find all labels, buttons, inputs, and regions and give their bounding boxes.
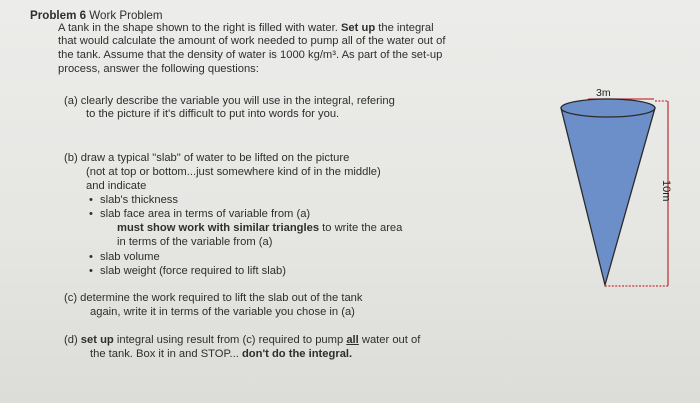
top-radius-label: 3m bbox=[596, 87, 611, 99]
part-b-bullet-face-area: • slab face area in terms of variable from (a) bbox=[100, 208, 310, 222]
part-b-bullet-thickness: • slab's thickness bbox=[100, 194, 178, 208]
part-c-line-1: (c) determine the work required to lift the slab out of the tank bbox=[64, 292, 363, 304]
part-a-line-2: to the picture if it's difficult to put into words for you. bbox=[86, 108, 340, 120]
part-b-line-1: (b) draw a typical "slab" of water to be lifted on the picture bbox=[64, 152, 350, 164]
part-d-line-1: (d) set up integral using result from (c) required to pump all water out of bbox=[64, 334, 421, 346]
part-b-line-2: (not at top or bottom...just somewhere kind of in the middle) bbox=[86, 166, 381, 178]
cone-tank-figure bbox=[560, 84, 680, 294]
cone-body bbox=[561, 108, 655, 285]
part-b-bullet-weight: • slab weight (force required to lift slab) bbox=[100, 265, 286, 279]
part-b-variable-line: in terms of the variable from (a) bbox=[117, 236, 273, 248]
cone-top-ellipse bbox=[561, 99, 655, 117]
intro-line-2: that would calculate the amount of work needed to pump all of the water out of bbox=[58, 35, 446, 47]
problem-topic: Work Problem bbox=[89, 9, 163, 22]
part-b-similar-triangles-line: must show work with similar triangles to write the area bbox=[117, 222, 403, 234]
intro-line-4: process, answer the following questions: bbox=[58, 63, 259, 75]
part-c-line-2: again, write it in terms of the variable you chose in (a) bbox=[90, 306, 355, 318]
problem-number: Problem 6 bbox=[30, 9, 87, 22]
problem-title bbox=[30, 9, 163, 23]
intro-line-1: A tank in the shape shown to the right is filled with water. Set up the integral bbox=[58, 22, 434, 34]
part-b-line-3: and indicate bbox=[86, 180, 147, 192]
part-d-line-2: the tank. Box it in and STOP... don't do the integral. bbox=[90, 348, 353, 360]
part-b-bullet-volume: • slab volume bbox=[100, 251, 160, 265]
part-a-line-1: (a) clearly describe the variable you will use in the integral, refering bbox=[64, 95, 395, 107]
intro-line-3: the tank. Assume that the density of water is 1000 kg/m³. As part of the set-up bbox=[58, 49, 443, 61]
cone-tank-diagram bbox=[560, 84, 680, 294]
height-label: 10m bbox=[660, 180, 672, 202]
